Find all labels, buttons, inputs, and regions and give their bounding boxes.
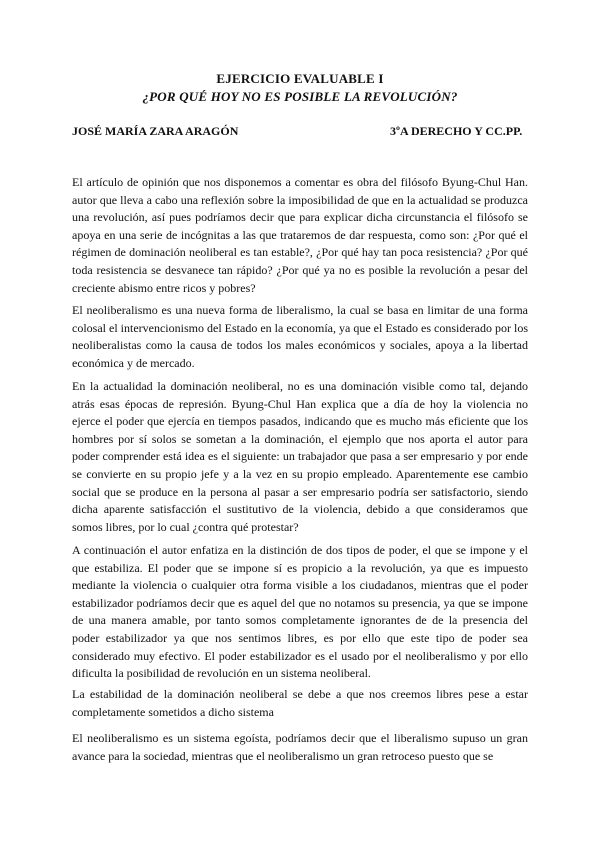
document-title: EJERCICIO EVALUABLE I	[216, 71, 384, 86]
course-label: 3ºA DERECHO Y CC.PP.	[390, 124, 523, 138]
author-name: JOSÉ MARÍA ZARA ARAGÓN	[72, 124, 239, 138]
paragraph: El artículo de opinión que nos disponemos a comentar es obra del filósofo Byung-Chul Han. autor que lleva a cabo una reflexión sobre la imposibilidad de que en la actualidad se produzca una revolución, así pues podríamos decir que para explicar dicha circunstancia el filósofo se apoya en una serie de incógnitas a las que trataremos de dar respuesta, como son: ¿Por qué el régimen de dominación neoliberal es tan estable?, ¿Por qué hay tan poca resistencia? ¿Por qué toda resistencia se desvanece tan rápido? ¿Por qué ya no es posible la revolución a pesar del creciente abismo entre ricos y pobres?	[72, 175, 528, 295]
paragraph: La estabilidad de la dominación neoliberal se debe a que nos creemos libres pese a estar completamente sometidos a dicho sistema	[72, 687, 528, 719]
paragraph: A continuación el autor enfatiza en la distinción de dos tipos de poder, el que se impone y el que estabiliza. El poder que se impone sí es propicio a la revolución, ya que es impuesto mediante la violencia o cualquier otra forma visible a los ciudadanos, mientras que el poder estabilizador podríamos decir que es aquel del que no notamos su presencia, ya que se impone de una manera amable, por tanto somos completamente ignorantes de de la presencia del poder estabilizador ya que nos sentimos libres, es por ello que este tipo de poder sea considerado muy efectivo. El poder estabilizador es el usado por el neoliberalismo y por ello dificulta la posibilidad de revolución en un sistema neoliberal.	[72, 543, 528, 681]
paragraph: En la actualidad la dominación neoliberal, no es una dominación visible como tal, dejando atrás esas épocas de represión. Byung-Chul Han explica que a día de hoy la violencia no ejerce el poder que ejercía en tiempos pasados, indicando que es mucho más eficiente que los hombres por sí solos se sometan a la dominación, el ejemplo que nos aporta el autor para poder comprender está idea es el siguiente: un trabajador que pasa a ser empresario y por ende se convierte en su propio jefe y a la vez en su propio empleado. Aparentemente ese cambio social que se produce en la persona al pasar a ser empresario podría ser satisfactorio, siendo dicha aparente satisfacción el sustitutivo de la violencia, debido a que consideramos que somos libres, por lo cual ¿contra qué protestar?	[72, 379, 528, 534]
paragraph: El neoliberalismo es una nueva forma de liberalismo, la cual se basa en limitar de una forma colosal el intervencionismo del Estado en la economía, ya que el Estado es considerado por los neoliberalistas como la causa de todos los males económicos y sociales, apoya a la libertad económica y de mercado.	[72, 303, 528, 370]
document-subtitle: ¿POR QUÉ HOY NO ES POSIBLE LA REVOLUCIÓN?	[142, 89, 458, 104]
paragraph: El neoliberalismo es un sistema egoísta, podríamos decir que el liberalismo supuso un gran avance para la sociedad, mientras que el neoliberalismo un gran retroceso puesto que se	[72, 731, 528, 763]
